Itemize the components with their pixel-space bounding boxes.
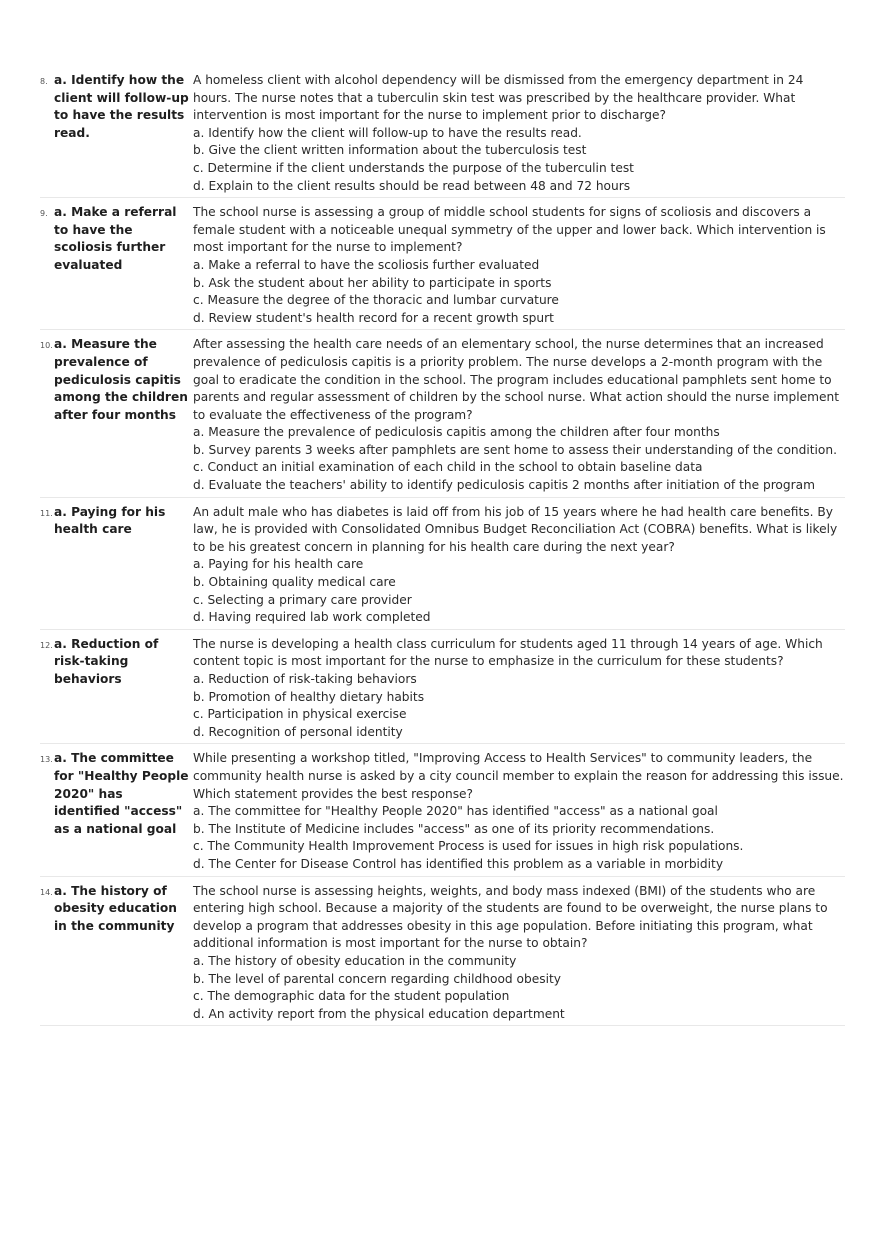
question-number: 11.	[40, 508, 53, 518]
option-a: a. The committee for "Healthy People 2020" has identified "access" as a national goal	[193, 804, 718, 819]
question-body	[193, 336, 845, 494]
correct-answer: a. Paying for his health care	[54, 504, 166, 537]
option-c: c. The Community Health Improvement Process is used for issues in high risk populations.	[193, 839, 744, 854]
question-body	[193, 204, 845, 327]
option-b: b. The Institute of Medicine includes "access" as one of its priority recommendations.	[193, 821, 715, 836]
correct-answer: a. Identify how the client will follow-up to have the results read.	[54, 73, 189, 140]
answer-column	[40, 636, 193, 742]
question-row	[40, 198, 845, 330]
option-a: a. Identify how the client will follow-up to have the results read.	[193, 125, 582, 140]
option-a: a. The history of obesity education in the community	[193, 953, 517, 968]
question-number: 8.	[40, 77, 48, 86]
option-b: b. Give the client written information about the tuberculosis test	[193, 143, 587, 158]
option-d: d. An activity report from the physical education department	[193, 1006, 565, 1021]
question-body	[193, 504, 845, 627]
question-row	[40, 630, 845, 745]
option-a: a. Reduction of risk-taking behaviors	[193, 672, 417, 686]
answer-column	[40, 72, 193, 195]
question-stem: While presenting a workshop titled, "Improving Access to Health Services" to community leaders, the community health nurse is asked by a city council member to explain the reason for addressing this issue. Which statement provides the best response?	[193, 751, 844, 801]
question-number: 9.	[40, 209, 48, 219]
question-stem: After assessing the health care needs of an elementary school, the nurse determines that an increased prevalence of pediculosis capitis is a priority problem. The nurse develops a 2-month program with the goal to eradicate the condition in the school. The program includes educational pamphlets sent home to parents and regular assessment of children by the school nurse. What action should the nurse implement to evaluate the effectiveness of the program?	[193, 337, 839, 422]
option-d: d. Explain to the client results should be read between 48 and 72 hours	[193, 178, 631, 193]
option-c: c. Conduct an initial examination of each child in the school to obtain baseline data	[193, 460, 703, 475]
option-c: c. Determine if the client understands the purpose of the tuberculin test	[193, 160, 634, 175]
answer-column	[40, 750, 193, 873]
correct-answer: a. Reduction of risk-taking behaviors	[54, 636, 159, 686]
option-d: d. The Center for Disease Control has identified this problem as a variable in morbidity	[193, 856, 724, 871]
question-row	[40, 69, 845, 198]
option-c: c. Selecting a primary care provider	[193, 592, 412, 607]
question-number: 13.	[40, 755, 53, 765]
question-stem: The school nurse is assessing heights, weights, and body mass indexed (BMI) of the students who are entering high school. Because a majority of the students are found to be overweight, the nurse plans to develop a program that addresses obesity in this age population. Before initiating this program, what additional information is most important for the nurse to obtain?	[193, 883, 828, 951]
question-stem: An adult male who has diabetes is laid off from his job of 15 years where he had health care benefits. By law, he is provided with Consolidated Omnibus Budget Reconciliation Act (COBRA) benefits. What is likely to be his greatest concern in planning for his health care during the next year?	[193, 504, 838, 554]
option-d: d. Having required lab work completed	[193, 610, 431, 625]
answer-column	[40, 204, 193, 327]
question-row	[40, 877, 845, 1027]
question-list	[40, 69, 845, 1026]
question-body	[193, 636, 845, 742]
option-b: b. Promotion of healthy dietary habits	[193, 689, 425, 704]
option-b: b. The level of parental concern regarding childhood obesity	[193, 971, 561, 986]
option-c: c. The demographic data for the student population	[193, 989, 510, 1004]
option-b: b. Survey parents 3 weeks after pamphlets are sent home to assess their understanding of the condition.	[193, 442, 837, 457]
answer-column	[40, 504, 193, 627]
option-d: d. Evaluate the teachers' ability to identify pediculosis capitis 2 months after initiation of the program	[193, 478, 815, 493]
question-number: 10.	[40, 341, 53, 351]
question-row	[40, 498, 845, 630]
question-number: 12.	[40, 640, 53, 650]
correct-answer: a. The history of obesity education in the community	[54, 883, 177, 933]
option-c: c. Participation in physical exercise	[193, 707, 407, 722]
question-stem: The school nurse is assessing a group of middle school students for signs of scoliosis and discovers a female student with a noticeable unequal symmetry of the upper and lower back. Which intervention is most important for the nurse to implement?	[193, 205, 826, 255]
option-d: d. Review student's health record for a recent growth spurt	[193, 310, 554, 325]
answer-column	[40, 883, 193, 1024]
question-row	[40, 330, 845, 497]
question-number: 14.	[40, 887, 53, 897]
question-body	[193, 750, 845, 873]
option-b: b. Obtaining quality medical care	[193, 575, 396, 590]
option-a: a. Measure the prevalence of pediculosis capitis among the children after four months	[193, 425, 720, 440]
option-c: c. Measure the degree of the thoracic and lumbar curvature	[193, 293, 559, 308]
option-d: d. Recognition of personal identity	[193, 724, 403, 739]
option-a: a. Make a referral to have the scoliosis further evaluated	[193, 257, 540, 272]
question-stem: The nurse is developing a health class curriculum for students aged 11 through 14 years of age. Which content topic is most important for the nurse to emphasize in the curriculum for these students?	[193, 636, 823, 669]
option-a: a. Paying for his health care	[193, 557, 364, 572]
correct-answer: a. The committee for "Healthy People 2020" has identified "access" as a national goal	[54, 751, 189, 836]
question-body	[193, 72, 845, 195]
correct-answer: a. Make a referral to have the scoliosis further evaluated	[54, 205, 177, 272]
question-stem: A homeless client with alcohol dependency will be dismissed from the emergency department in 24 hours. The nurse notes that a tuberculin skin test was prescribed by the healthcare provider. What intervention is most important for the nurse to implement prior to discharge?	[193, 73, 804, 123]
question-row	[40, 744, 845, 876]
answer-column	[40, 336, 193, 494]
option-b: b. Ask the student about her ability to participate in sports	[193, 275, 552, 290]
correct-answer: a. Measure the prevalence of pediculosis capitis among the children after four months	[54, 337, 188, 422]
question-body	[193, 883, 845, 1024]
